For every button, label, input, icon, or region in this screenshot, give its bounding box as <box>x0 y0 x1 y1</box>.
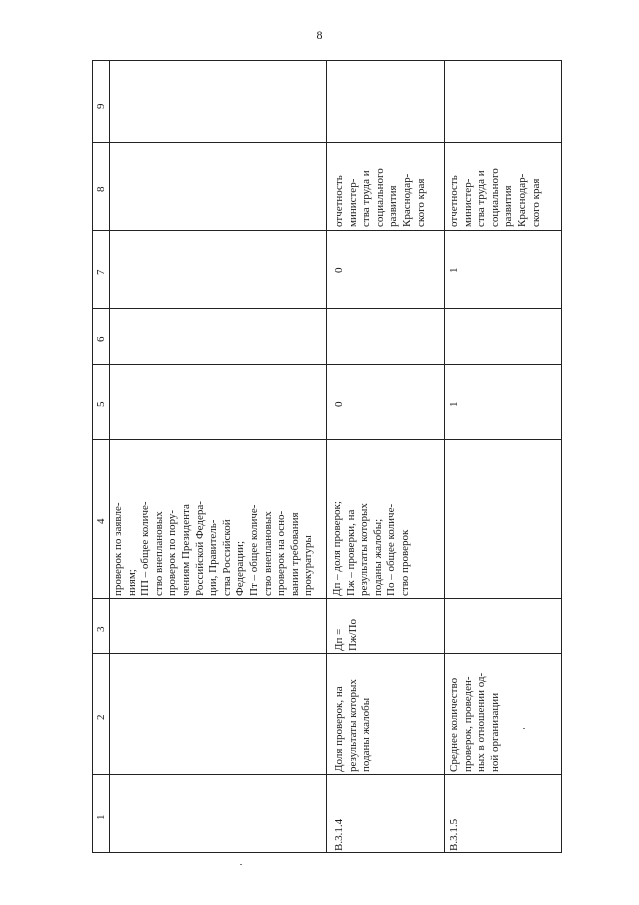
col-divider-7-6 <box>93 308 561 309</box>
row-divider-2 <box>444 61 445 852</box>
page-number: 8 <box>316 28 323 42</box>
row-1-code: В.3.1.4 <box>333 818 345 851</box>
col-divider-9-8 <box>93 142 561 143</box>
scan-speck <box>240 864 242 865</box>
scan-speck <box>523 728 525 729</box>
row-2-col5-value: 1 <box>448 401 460 407</box>
header-col-5: 5 <box>95 401 107 407</box>
row-1-description: Дп – доля проверок; Пж – проверки, на результаты которых поданы жалобы; По – общее количе- ство проверок <box>331 501 411 596</box>
col-divider-5-4 <box>93 439 561 440</box>
row-2-code: В.3.1.5 <box>448 818 460 851</box>
col-divider-8-7 <box>93 230 561 231</box>
col-divider-3-2 <box>93 653 561 654</box>
header-col-2: 2 <box>95 714 107 720</box>
indicator-table <box>92 60 562 853</box>
header-col-9: 9 <box>95 103 107 109</box>
row-2-name: Среднее количество проверок, проведен- ных в отношении од- ной организации <box>448 672 501 772</box>
continuation-col4-text: проверок по заявле- ниям; ПП – общее количе- ство внеплановых проверок по пору- чениям Президента Российской Федера- ции, Правитель- ства Российской Федерации; Пт – общее количе- ство внеплановых проверок на осно- вании требования прокуратуры <box>112 501 315 596</box>
header-col-3: 3 <box>95 626 107 632</box>
row-1-col5-value: 0 <box>333 401 345 407</box>
header-col-1: 1 <box>95 814 107 820</box>
row-2-source: отчетность министер- ства труда и социального развития Краснодар- ского края <box>448 168 542 227</box>
col-divider-2-1 <box>93 774 561 775</box>
row-1-source: отчетность министер- ства труда и социального развития Краснодар- ского края <box>333 168 427 227</box>
row-1-formula: Дп = Пж/По <box>333 618 359 651</box>
header-col-4: 4 <box>95 518 107 524</box>
col-divider-4-3 <box>93 598 561 599</box>
header-col-6: 6 <box>95 336 107 342</box>
row-1-name: Доля проверок, на результаты которых поданы жалобы <box>333 679 373 772</box>
row-divider-1 <box>326 61 327 852</box>
header-col-8: 8 <box>95 186 107 192</box>
row-1-col7-value: 0 <box>333 267 345 273</box>
col-divider-6-5 <box>93 364 561 365</box>
header-row-divider <box>109 61 110 852</box>
row-2-col7-value: 1 <box>448 267 460 273</box>
header-col-7: 7 <box>95 269 107 275</box>
